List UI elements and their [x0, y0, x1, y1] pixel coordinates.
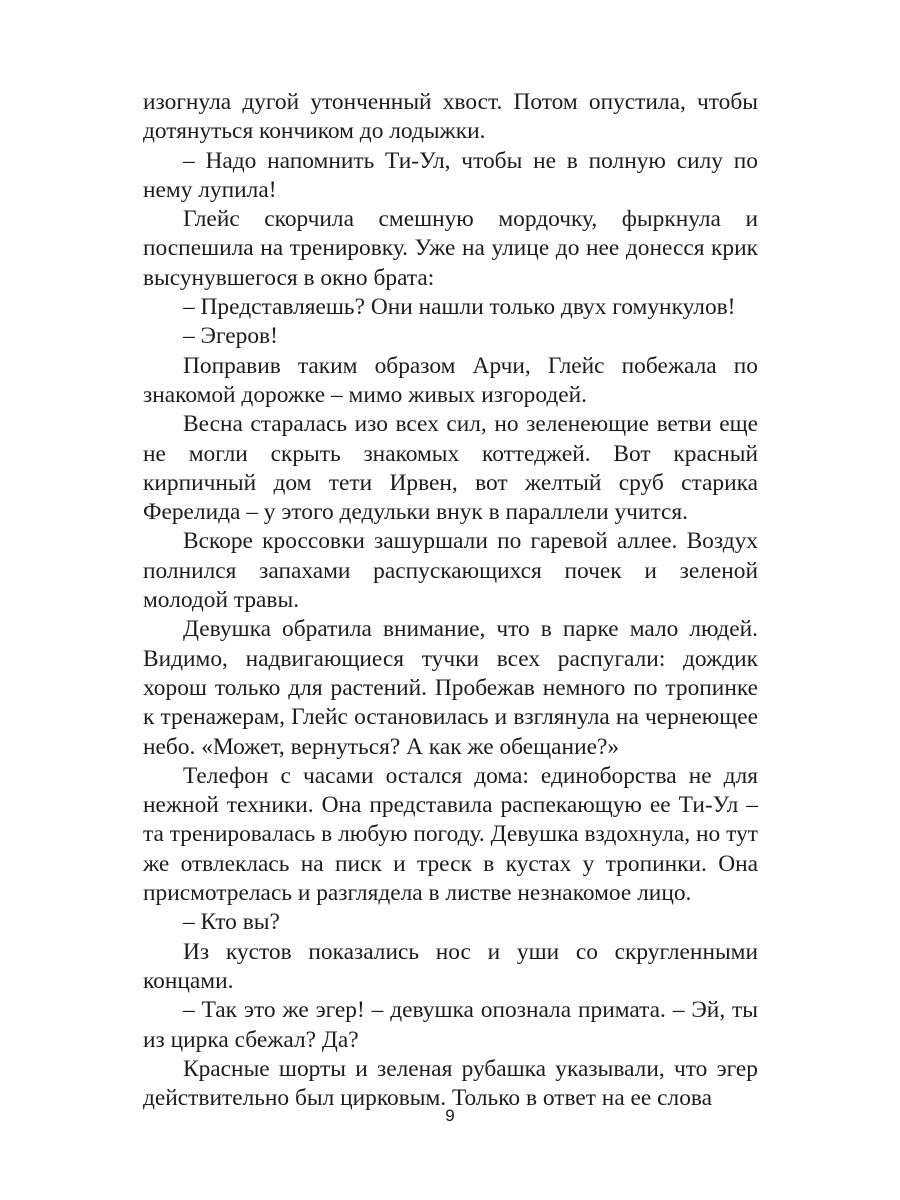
paragraph: Девушка обратила внимание, что в парке мало людей. Видимо, надвигающиеся тучки всех распугали: дождик хорош только для растений. Пробежав немного по тропинке к тренажерам, Глейс остановилась и взглянула на чернеющее небо. «Может, вернуться? А как же обещание?» — [143, 616, 758, 760]
paragraph: – Так это же эгер! – девушка опознала примата. – Эй, ты из цирка сбежал? Да? — [143, 997, 758, 1053]
paragraph: – Кто вы? — [183, 909, 280, 936]
paragraph: Телефон с часами остался дома: единоборства не для нежной техники. Она представила распекающую ее Ти-Ул – та тренировалась в любую погоду. Девушка вздохнула, но тут же отвлеклась на писк и треск в кустах у тропинки. Она присмотрелась и разглядела в листве незнакомое лицо. — [143, 762, 758, 907]
paragraph: Глейс скорчила смешную мордочку, фыркнула и поспешила на тренировку. Уже на улице до нее донесся крик высунувшегося в окно брата: — [143, 206, 758, 291]
page-body-text — [143, 88, 758, 1113]
paragraph: Поправив таким образом Арчи, Глейс побежала по знакомой дорожке – мимо живых изгородей. — [143, 352, 758, 408]
paragraph: изогнула дугой утонченный хвост. Потом опустила, чтобы дотянуться кончиком до лодыжки. — [143, 89, 758, 145]
paragraph: – Надо напомнить Ти-Ул, чтобы не в полную силу по нему лупила! — [143, 147, 758, 203]
paragraph: Вскоре кроссовки зашуршали по гаревой аллее. Воздух полнился запахами распускающихся почек и зеленой молодой травы. — [143, 528, 758, 614]
paragraph: Красные шорты и зеленая рубашка указывали, что эгер действительно был цирковым. Только в ответ на ее слова — [143, 1055, 758, 1112]
paragraph: – Эгеров! — [183, 323, 278, 350]
page-number: 9 — [445, 1106, 455, 1125]
paragraph: – Представляешь? Они нашли только двух гомункулов! — [183, 294, 736, 321]
paragraph: Из кустов показались нос и уши со скругленными концами. — [143, 938, 758, 994]
paragraph: Весна старалась изо всех сил, но зеленеющие ветви еще не могли скрыть знакомых коттеджей. Вот красный кирпичный дом тети Ирвен, вот желтый сруб старика Ферелида – у этого дедульки внук в параллели учится. — [143, 411, 758, 526]
